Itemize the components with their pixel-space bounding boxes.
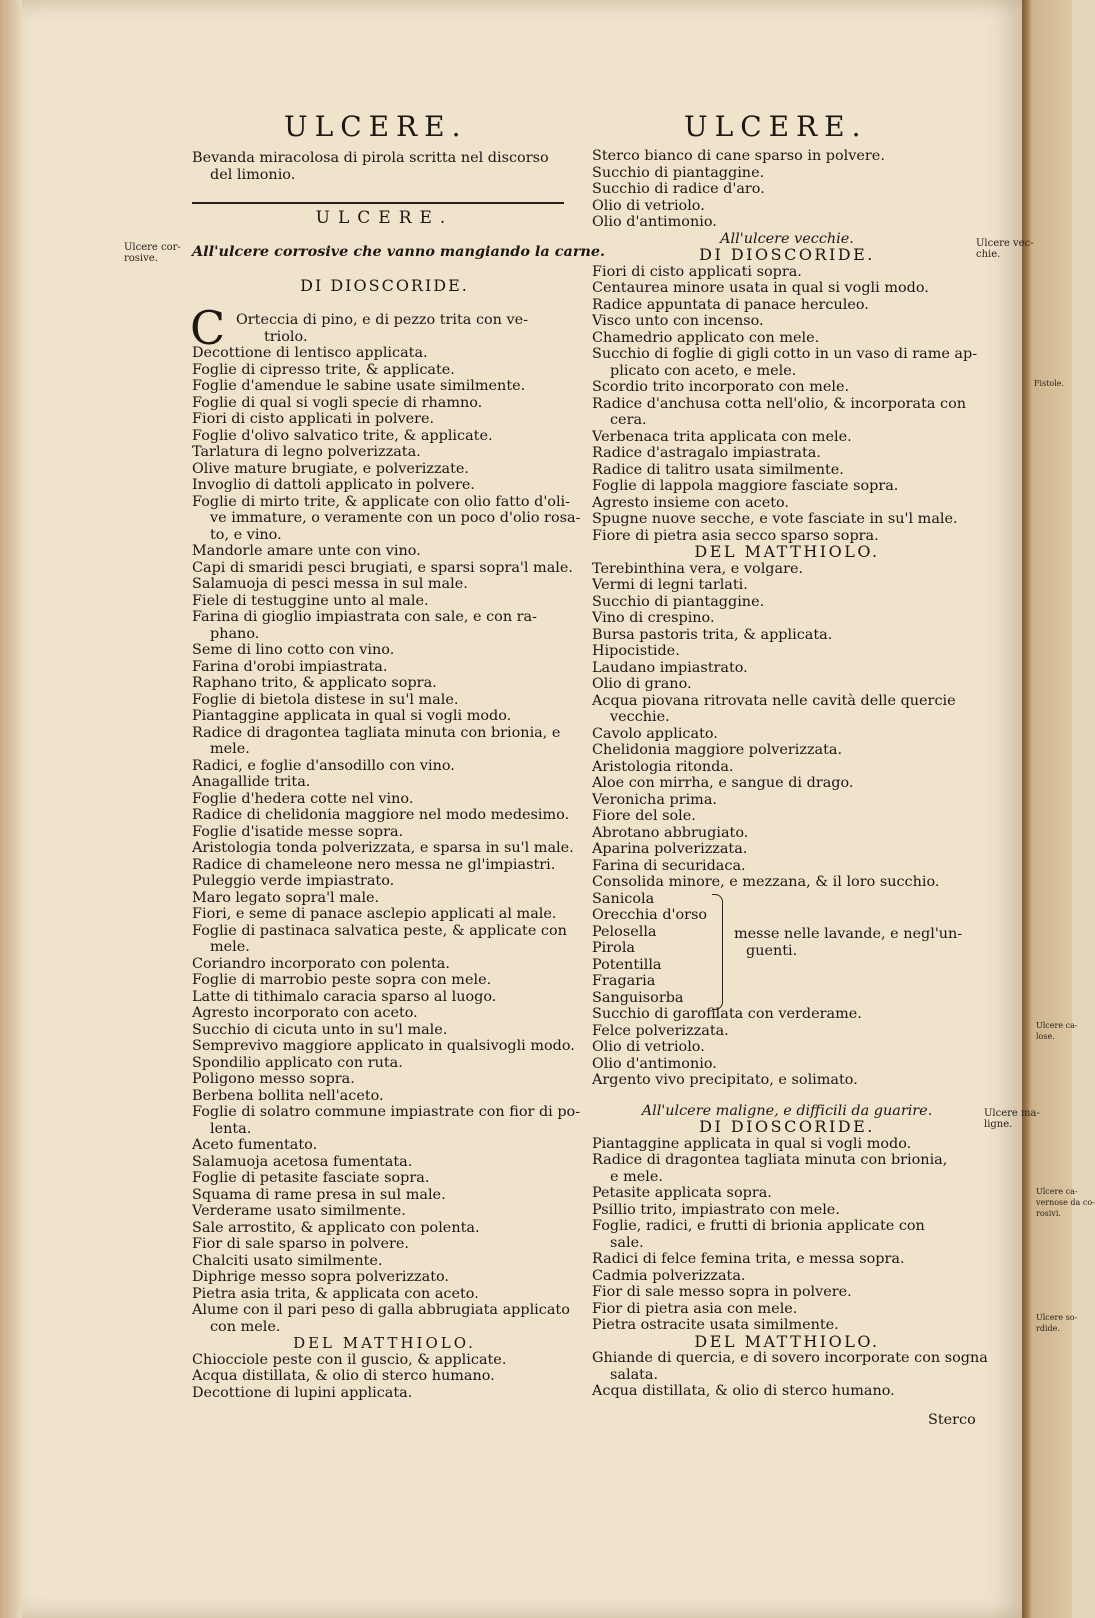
right-remedy-line: Acqua piovana ritrovata nelle cavità delle quercie — [592, 692, 956, 709]
left-remedy-line: Radice di chelidonia maggiore nel modo medesimo. — [192, 807, 570, 823]
left-remedy-line: lenta. — [210, 1120, 252, 1137]
right-remedy-line: Olio d'antimonio. — [592, 1055, 717, 1072]
right-remedy-line: Cadmia polverizzata. — [592, 1267, 746, 1284]
left-remedy-line: Fiori, e seme di panace asclepio applicati al male. — [192, 906, 557, 922]
left-top-lines — [192, 150, 577, 183]
right-remedy-line: Farina di securidaca. — [592, 857, 746, 874]
right-remedy-line: Aparina polverizzata. — [592, 841, 748, 857]
left-remedy-line: Foglie d'olivo salvatico trite, & applicate. — [192, 427, 493, 444]
right-remedy-line: Succhio di piantaggine. — [592, 593, 765, 610]
catchword: Sterco — [928, 1412, 976, 1428]
right-remedy-line: Fiori di cisto applicati sopra. — [592, 263, 802, 280]
right-remedy-line: Aristologia ritonda. — [592, 758, 734, 775]
right-remedy-line: Bursa pastoris trita, & applicata. — [592, 626, 833, 643]
right-remedy-line: Terebinthina vera, e volgare. — [592, 560, 804, 577]
left-remedy-line: Alume con il pari peso di galla abbrugiata applicato — [192, 1302, 570, 1318]
margin-note-cavernose: Ulcere ca- vernose da co- rosivi. — [1036, 1187, 1095, 1218]
right-remedy-line: Vino di crespino. — [592, 610, 715, 626]
section-rule — [192, 202, 564, 204]
left-remedy-line: Foglie di qual si vogli specie di rhamno. — [192, 394, 483, 411]
left-remedy-line: Diphrige messo sopra polverizzato. — [192, 1269, 449, 1285]
right-remedy-line: Centaurea minore usata in qual si vogli modo. — [592, 280, 929, 296]
right-remedy-line: Argento vivo precipitato, e solimato. — [592, 1072, 858, 1088]
left-remedy-line: Foglie di mirto trite, & applicate con olio fatto d'oli- — [192, 493, 571, 510]
right-remedy-line: salata. — [610, 1366, 659, 1383]
left-remedy-line: Radici, e foglie d'ansodillo con vino. — [192, 757, 455, 774]
right-remedy-line: Sanguisorba — [592, 989, 684, 1006]
right-remedy-line: Fiore del sole. — [592, 808, 696, 824]
right-remedy-line: Radice di dragontea tagliata minuta con brionia, — [592, 1152, 948, 1168]
right-remedy-line: Olio di vetriolo. — [592, 197, 705, 214]
right-remedy-line: Succhio di radice d'aro. — [592, 181, 765, 197]
left-remedy-line: Aristologia tonda polverizzata, e sparsa in su'l male. — [192, 840, 574, 856]
right-remedy-line: Orecchia d'orso — [592, 907, 708, 923]
margin-note-calose: Ulcere ca- lose. — [1036, 1021, 1078, 1041]
left-remedy-line: Foglie d'amendue le sabine usate similmente. — [192, 378, 526, 394]
right-remedy-line: Petasite applicata sopra. — [592, 1185, 772, 1201]
left-remedy-line: Poligono messo sopra. — [192, 1071, 355, 1087]
right-remedy-line: Fragaria — [592, 973, 656, 989]
left-remedy-line: Chalciti usato similmente. — [192, 1252, 383, 1269]
right-remedy-line: Chelidonia maggiore polverizzata. — [592, 742, 843, 758]
left-remedy-line: Semprevivo maggiore applicato in qualsivogli modo. — [192, 1038, 575, 1054]
left-remedy-line: Fior di sale sparso in polvere. — [192, 1236, 409, 1252]
left-remedy-line: Acqua distillata, & olio di sterco humano. — [192, 1368, 495, 1384]
brace-glyph — [712, 894, 723, 1010]
left-remedy-line: Aceto fumentato. — [192, 1137, 318, 1153]
right-remedy-line: Piantaggine applicata in qual si vogli modo. — [592, 1135, 912, 1152]
right-remedy-line: DI DIOSCORIDE. — [699, 245, 875, 264]
right-remedy-line: Radice di talitro usata similmente. — [592, 461, 844, 478]
left-remedy-line: Orteccia di pino, e di pezzo trita con ve- — [236, 312, 529, 328]
margin-note-corrosive: Ulcere cor- rosive. — [124, 242, 181, 264]
right-remedy-line: Pelosella — [592, 923, 657, 940]
right-remedy-line: Consolida minore, e mezzana, & il loro succhio. — [592, 874, 940, 890]
left-remedy-line: Radice di dragontea tagliata minuta con brionia, e — [192, 724, 561, 741]
right-running-header: ULCERE. — [684, 110, 868, 143]
right-remedy-line: Aloe con mirrha, e sangue di drago. — [592, 775, 854, 791]
left-remedy-line: phano. — [210, 625, 260, 642]
left-remedy-line: to, e vino. — [210, 526, 282, 543]
right-remedy-line: e mele. — [610, 1168, 663, 1185]
right-remedy-line: DI DIOSCORIDE. — [699, 1117, 875, 1136]
right-remedy-line: Verbenaca trita applicata con mele. — [592, 428, 852, 445]
left-remedy-line: Fiori di cisto applicati in polvere. — [192, 411, 435, 427]
left-source-heading: DI DIOSCORIDE. — [300, 276, 469, 295]
right-remedy-line: Olio d'antimonio. — [592, 214, 717, 230]
left-remedy-line: ve immature, o veramente con un poco d'olio rosa- — [210, 510, 581, 526]
right-remedy-line: DEL MATTHIOLO. — [694, 542, 880, 561]
left-remedy-line: Succhio di cicuta unto in su'l male. — [192, 1021, 448, 1038]
right-remedy-line: vecchie. — [610, 709, 670, 725]
right-remedy-line: Succhio di piantaggine. — [592, 164, 765, 181]
left-remedy-line: Mandorle amare unte con vino. — [192, 543, 421, 559]
left-remedy-line: Raphano trito, & applicato sopra. — [192, 675, 437, 691]
right-remedy-line: Pirola — [592, 940, 636, 956]
left-remedy-line: Foglie di cipresso trite, & applicate. — [192, 361, 455, 378]
right-remedy-line: Visco unto con incenso. — [592, 313, 764, 329]
left-top-line: del limonio. — [210, 166, 296, 183]
right-remedy-line: Psillio trito, impiastrato con mele. — [592, 1201, 840, 1218]
left-remedy-line: mele. — [210, 741, 250, 757]
right-remedy-line: Laudano impiastrato. — [592, 659, 748, 676]
left-remedy-line: con mele. — [210, 1318, 281, 1335]
left-remedy-line: Anagallide trita. — [192, 774, 311, 790]
left-remedy-line: Coriandro incorporato con polenta. — [192, 955, 450, 972]
left-remedy-line: Capi di smaridi pesci brugiati, e sparsi sopra'l male. — [192, 559, 573, 576]
left-section-title: ULCERE. — [315, 208, 454, 228]
left-remedy-line: Foglie di solatro commune impiastrate con fior di po- — [192, 1104, 581, 1120]
right-remedy-line: cera. — [610, 412, 647, 428]
right-remedy-line: Chamedrio applicato con mele. — [592, 329, 820, 346]
right-remedy-line: Potentilla — [592, 956, 662, 973]
right-remedy-line: Olio di vetriolo. — [592, 1039, 705, 1055]
left-remedy-line: Puleggio verde impiastrato. — [192, 873, 395, 889]
margin-note-old: Ulcere vec- chie. — [976, 238, 1034, 260]
right-remedy-line: Vermi di legni tarlati. — [592, 577, 748, 593]
left-remedy-line: Spondilio applicato con ruta. — [192, 1054, 403, 1071]
right-remedy-line: All'ulcere vecchie. — [720, 230, 854, 247]
right-remedy-line: DEL MATTHIOLO. — [694, 1331, 880, 1351]
right-remedy-line: Scordio trito incorporato con mele. — [592, 379, 850, 395]
right-remedy-line: Agresto insieme con aceto. — [592, 494, 790, 511]
left-remedy-line: Latte di tithimalo caracia sparso al luogo. — [192, 988, 497, 1005]
right-remedy-line — [592, 1089, 982, 1103]
right-remedy-line: All'ulcere maligne, e difficili da guarire. — [641, 1102, 933, 1119]
right-remedy-line: Fior di pietra asia con mele. — [592, 1300, 798, 1317]
left-remedy-line: Decottione di lentisco applicata. — [192, 345, 428, 361]
right-remedy-line: Felce polverizzata. — [592, 1022, 729, 1039]
left-subtitle: All'ulcere corrosive che vanno mangiando la carne. — [192, 243, 606, 260]
right-remedy-line: Fior di sale messo sopra in polvere. — [592, 1284, 852, 1300]
left-remedy-line: Agresto incorporato con aceto. — [192, 1005, 418, 1021]
left-remedy-line: triolo. — [264, 328, 308, 345]
right-remedy-line: Spugne nuove secche, e vote fasciate in su'l male. — [592, 511, 958, 527]
right-remedy-line: Olio di grano. — [592, 676, 692, 692]
right-remedy-list — [592, 148, 988, 1400]
left-remedy-line: Olive mature brugiate, e polverizzate. — [192, 460, 469, 477]
right-remedy-line: Abrotano abbrugiato. — [592, 824, 749, 841]
margin-note-fistole: Fistole. — [1034, 379, 1065, 388]
left-remedy-line: Berbena bollita nell'aceto. — [192, 1087, 384, 1104]
right-remedy-line: Ghiande di quercia, e di sovero incorporate con sogna — [592, 1350, 988, 1366]
left-top-line: Bevanda miracolosa di pirola scritta nel discorso — [192, 150, 549, 166]
left-remedy-line: Salamuoja acetosa fumentata. — [192, 1153, 413, 1170]
left-remedy-line: Piantaggine applicata in qual si vogli modo. — [192, 708, 512, 724]
left-remedy-line: Farina di gioglio impiastrata con sale, e con ra- — [192, 609, 537, 625]
left-remedy-line: Sale arrostito, & applicato con polenta. — [192, 1219, 480, 1236]
left-remedy-line: Pietra asia trita, & applicata con aceto. — [192, 1285, 479, 1302]
left-remedy-line: Foglie di marrobio peste sopra con mele. — [192, 972, 492, 988]
left-remedy-list — [192, 312, 581, 1401]
left-remedy-line: Fiele di testuggine unto al male. — [192, 592, 429, 609]
right-remedy-line: Fiore di pietra asia secco sparso sopra. — [592, 527, 879, 544]
right-remedy-line: Radice appuntata di panace herculeo. — [592, 296, 869, 313]
left-remedy-line: Squama di rame presa in sul male. — [192, 1186, 446, 1203]
left-remedy-line: Foglie d'isatide messe sopra. — [192, 823, 404, 840]
left-remedy-line: mele. — [210, 939, 250, 955]
right-remedy-line: Foglie, radici, e frutti di brionia applicate con — [592, 1218, 925, 1234]
right-remedy-line: Sterco bianco di cane sparso in polvere. — [592, 148, 885, 164]
left-remedy-line: DEL MATTHIOLO. — [293, 1334, 476, 1352]
right-remedy-line: sale. — [610, 1234, 644, 1251]
left-running-header: ULCERE. — [284, 110, 468, 143]
left-remedy-line: Foglie di bietola distese in su'l male. — [192, 691, 459, 708]
left-remedy-line: Foglie di pastinaca salvatica peste, & applicate con — [192, 922, 567, 939]
left-remedy-line: Invoglio di dattoli applicato in polvere. — [192, 477, 475, 493]
margin-note-malignant: Ulcere ma- ligne. — [984, 1108, 1040, 1130]
page-gutter-left — [0, 0, 22, 1618]
right-remedy-line: Pietra ostracite usata similmente. — [592, 1317, 839, 1333]
right-remedy-line: Radice d'astragalo impiastrata. — [592, 445, 821, 461]
left-remedy-line: Farina d'orobi impiastrata. — [192, 658, 388, 675]
right-remedy-line: Foglie di lappola maggiore fasciate sopra. — [592, 478, 899, 494]
right-remedy-line: Cavolo applicato. — [592, 725, 718, 742]
margin-note-sordide: Ulcere so- rdide. — [1036, 1313, 1078, 1333]
right-remedy-line: Succhio di garofilata con verderame. — [592, 1006, 862, 1022]
left-remedy-line: Tarlatura di legno polverizzata. — [192, 444, 421, 460]
left-remedy-line: Chiocciole peste con il guscio, & applicate. — [192, 1351, 507, 1368]
left-remedy-line: Verderame usato similmente. — [192, 1203, 406, 1219]
left-remedy-line: Salamuoja di pesci messa in sul male. — [192, 576, 468, 592]
left-remedy-line: Foglie di petasite fasciate sopra. — [192, 1170, 430, 1186]
left-remedy-line: Radice di chameleone nero messa ne gl'impiastri. — [192, 856, 556, 873]
left-remedy-line: Seme di lino cotto con vino. — [192, 642, 395, 658]
left-remedy-line: Decottione di lupini applicata. — [192, 1384, 413, 1401]
right-remedy-line: Radice d'anchusa cotta nell'olio, & incorporata con — [592, 395, 967, 412]
right-remedy-line: Acqua distillata, & olio di sterco humano. — [592, 1383, 895, 1399]
left-remedy-line: Maro legato sopra'l male. — [192, 889, 380, 906]
brace-note-line1: messe nelle lavande, e negl'un- — [734, 926, 963, 942]
left-remedy-line: Foglie d'hedera cotte nel vino. — [192, 790, 414, 807]
right-remedy-line: Radici di felce femina trita, e messa sopra. — [592, 1251, 905, 1267]
right-remedy-line: Succhio di foglie di gigli cotto in un vaso di rame ap- — [592, 346, 978, 362]
right-remedy-line: plicato con aceto, e mele. — [610, 362, 797, 379]
right-remedy-line: Hipocistide. — [592, 643, 680, 659]
right-remedy-line: Sanicola — [592, 890, 655, 907]
right-remedy-line: Veronicha prima. — [592, 791, 717, 808]
brace-note-line2: guenti. — [746, 943, 798, 959]
drop-cap: C — [190, 301, 226, 355]
